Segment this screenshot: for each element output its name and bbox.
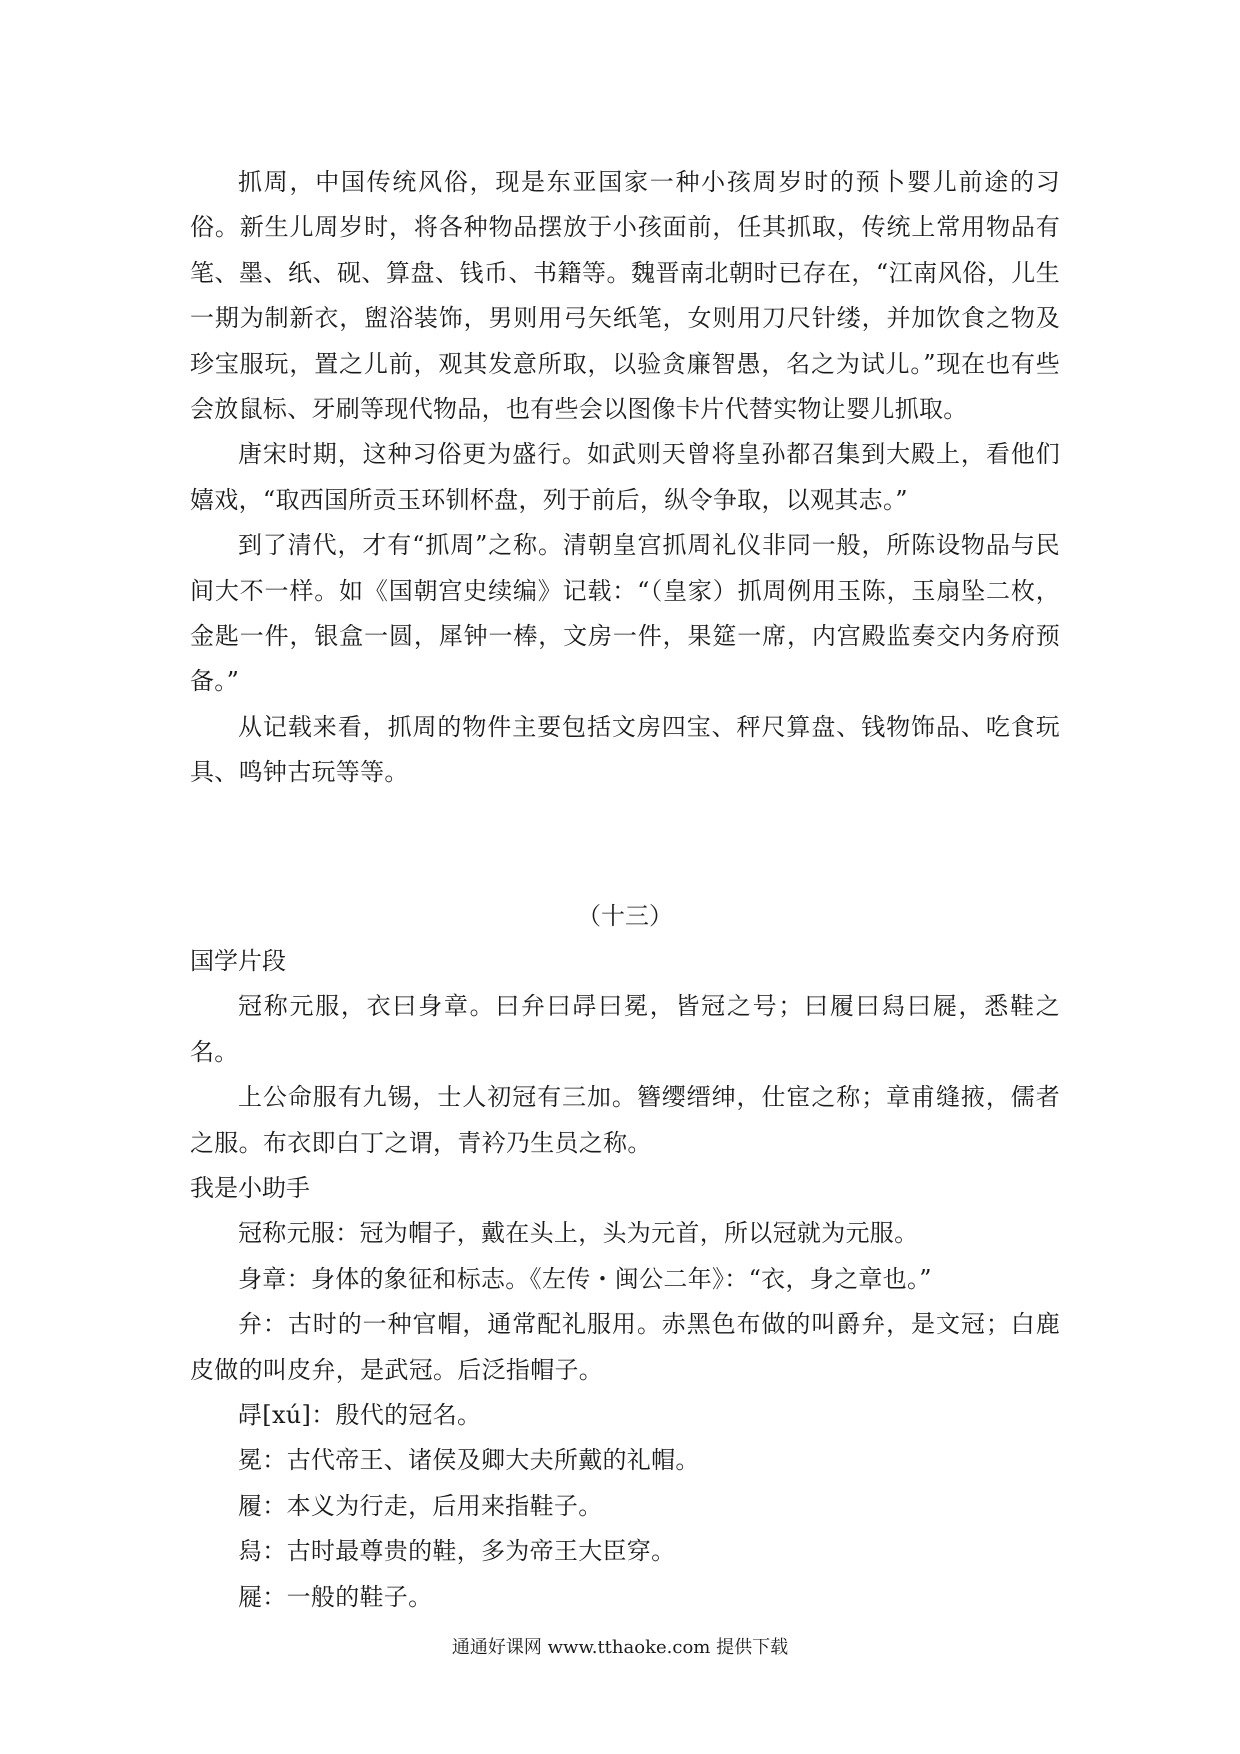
helper-paragraph: 弁：古时的一种官帽，通常配礼服用。赤黑色布做的叫爵弁，是文冠；白鹿皮做的叫皮弁，是武冠。后泛指帽子。 — [190, 1310, 1060, 1384]
helper-paragraph: 舄：古时最尊贵的鞋，多为帝王大臣穿。 — [238, 1537, 676, 1566]
guoxue-paragraph: 上公命服有九锡，士人初冠有三加。簪缨缙绅，仕宦之称；章甫缝掖，儒者之服。布衣即白丁之谓，青衿乃生员之称。 — [190, 1083, 1060, 1157]
paragraph-qing-dynasty: 到了清代，才有“抓周”之称。清朝皇宫抓周礼仪非同一般，所陈设物品与民间大不一样。如《国朝宫史续编》记载：“（皇家）抓周例用玉陈，玉扇坠二枚，金匙一件，银盒一圆，犀钟一棒，文房一件，果筵一席，内宫殿监奏交内务府预备。” — [190, 531, 1060, 696]
helper-paragraph: 冠称元服：冠为帽子，戴在头上，头为元首，所以冠就为元服。 — [238, 1219, 919, 1248]
helper-paragraph: 身章：身体的象征和标志。《左传・闽公二年》：“衣，身之章也。” — [238, 1264, 932, 1293]
paragraph-zhuazhou-intro: 抓周，中国传统风俗，现是东亚国家一种小孩周岁时的预卜婴儿前途的习俗。新生儿周岁时，将各种物品摆放于小孩面前，任其抓取，传统上常用物品有笔、墨、纸、砚、算盘、钱币、书籍等。魏晋南北朝时已存在，“江南风俗，儿生一期为制新衣，盥浴装饰，男则用弓矢纸笔，女则用刀尺针缕，并加饮食之物及珍宝服玩，置之儿前，观其发意所取，以验贪廉智愚，名之为试儿。”现在也有些会放鼠标、牙刷等现代物品，也有些会以图像卡片代替实物让婴儿抓取。 — [190, 168, 1060, 424]
helper-paragraph: 冔[xú]：殷代的冠名。 — [238, 1401, 482, 1430]
helper-paragraph: 屣：一般的鞋子。 — [238, 1582, 433, 1611]
bottom-text-block — [190, 939, 1060, 1620]
heading-helper: 我是小助手 — [190, 1174, 310, 1203]
section-title: （十三） — [577, 902, 673, 930]
page-footer: 通通好课网 www.tthaoke.com 提供下载 — [451, 1637, 789, 1658]
heading-guoxue: 国学片段 — [190, 947, 286, 975]
helper-paragraph: 履：本义为行走，后用来指鞋子。 — [238, 1491, 603, 1520]
helper-paragraph: 冕：古代帝王、诸侯及卿大夫所戴的礼帽。 — [238, 1446, 700, 1475]
paragraph-tang-song: 唐宋时期，这种习俗更为盛行。如武则天曾将皇孙都召集到大殿上，看他们嬉戏，“取西国所贡玉环钏杯盘，列于前后，纵令争取，以观其志。” — [190, 440, 1060, 514]
paragraph-summary: 从记载来看，抓周的物件主要包括文房四宝、秤尺算盘、钱物饰品、吃食玩具、鸣钟古玩等等。 — [190, 712, 1060, 787]
top-text-block — [190, 160, 1060, 796]
guoxue-paragraph: 冠称元服，衣曰身章。曰弁曰冔曰冕，皆冠之号；曰履曰舄曰屣，悉鞋之名。 — [190, 992, 1060, 1066]
